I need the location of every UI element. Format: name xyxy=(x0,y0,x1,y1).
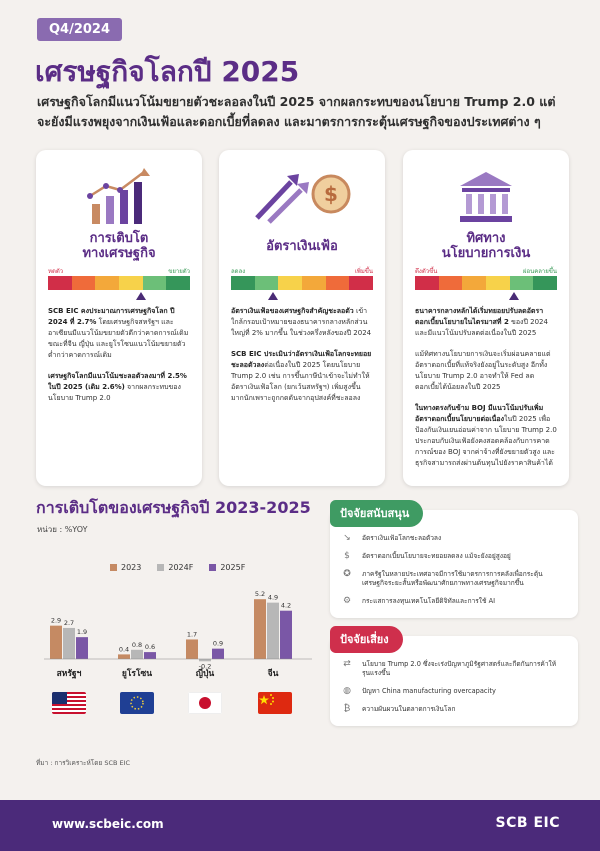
svg-text:$: $ xyxy=(324,182,338,206)
financial-risk-icon: ₿ xyxy=(343,704,351,714)
inflation-scale xyxy=(231,276,373,290)
bar xyxy=(76,637,88,659)
support-item xyxy=(340,552,568,561)
growth-card xyxy=(36,150,202,486)
monetary-scale xyxy=(415,276,557,290)
legend-item xyxy=(110,563,141,572)
chart-source: ที่มา : การวิเคราะห์โดย SCB EIC xyxy=(36,759,131,767)
support-item xyxy=(340,597,568,606)
support-item-text: อัตราดอกเบี้ยนโยบายจะทยอยลดลง แม้จะยังอยู่สูงอยู่ xyxy=(362,552,511,560)
inflation-down-icon: ↘ xyxy=(343,533,351,543)
legend-swatch xyxy=(209,564,216,571)
monetary-card-text: ธนาคารกลางหลักได้เริ่มทยอยปรับลดอัตราดอกเบี้ยนโยบายในไตรมาสที่ 2 ของปี 2024 และมีแนวโน้มปรับลดต่อเนื่องในปี 2025 แม้ทิศทางนโยบายการเงินจะเริ่มผ่อนคลายแต่อัตราดอกเบี้ยที่แท้จริงยังอยู่ในระดับสูง อีกทั้งนโยบาย Trump 2.0 อาจทำให้ Fed ลดดอกเบี้ยได้น้อยลงในปี 2025 ในทางตรงกันข้าม BOJ มีแนวโน้มปรับเพิ่มอัตราดอกเบี้ยนโยบายต่อเนื่องในปี 2025 เพื่อป้องกันเงินเยนอ่อนค่าจาก นโยบาย Trump 2.0 ประกอบกับเงินเฟ้อยังคงสอดคล้องกับการคาดการณ์ของ BOJ จากค่าจ้างที่ยังขยายตัวสูง และธุรกิจสามารถส่งผ่านต้นทุนไปยังราคาสินค้าได้ xyxy=(415,307,557,467)
legend-swatch xyxy=(110,564,117,571)
category-label: สหรัฐฯ xyxy=(56,669,82,679)
bar-value-label: 1.7 xyxy=(186,630,198,639)
monetary-policy-card xyxy=(403,150,569,486)
bar-value-label: 1.9 xyxy=(76,628,88,637)
risk-item xyxy=(340,687,568,696)
inflation-card-title: อัตราเงินเฟ้อ xyxy=(266,238,338,254)
bar xyxy=(63,628,75,659)
bar xyxy=(280,611,292,659)
bar-value-label: 2.9 xyxy=(50,616,62,625)
growth-scale-pointer xyxy=(136,292,146,300)
legend-swatch xyxy=(157,564,164,571)
bar xyxy=(118,654,130,659)
inflation-card-text: อัตราเงินเฟ้อของเศรษฐกิจสำคัญชะลอตัว เข้าใกล้กรอบเป้าหมายของธนาคารกลางหลักส่วนใหญ่ที่ 2% มากขึ้น ในช่วงครึ่งหลังของปี 2024 SCB EIC ประเมินว่าอัตราเงินเฟ้อโลกจะทยอยชะลอตัวลงต่อเนื่องในปี 2025 โดยนโยบาย Trump 2.0 เช่น การขึ้นภาษีนำเข้าจะไม่ทำให้อัตราเงินเฟ้อโลก (ยกเว้นสหรัฐฯ) เพิ่มสูงขึ้นมากนักเพราะถูกกดดันจากอุปสงค์ที่ชะลอลง xyxy=(231,307,372,402)
support-item xyxy=(340,534,568,543)
bar-value-label: -0.2 xyxy=(198,662,212,671)
legend-label: 2023 xyxy=(121,563,142,572)
japan-flag-icon xyxy=(188,692,222,714)
stimulus-icon: ✪ xyxy=(343,569,351,579)
scb-eic-logo: SCB EIC xyxy=(495,815,560,831)
inflation-card xyxy=(219,150,385,486)
tech-investment-icon: ⚙ xyxy=(342,596,352,606)
growth-chart-icon xyxy=(48,166,190,226)
legend-label: 2024F xyxy=(168,563,194,572)
bar xyxy=(144,652,156,659)
footer xyxy=(0,800,600,851)
interest-rate-icon: $ xyxy=(344,551,350,561)
website-link[interactable]: www.scbeic.com xyxy=(52,817,164,831)
page-title: เศรษฐกิจโลกปี 2025 xyxy=(35,55,300,88)
monetary-scale-pointer xyxy=(509,292,519,300)
bar xyxy=(186,639,198,659)
risk-item-text: ปัญหา China manufacturing overcapacity xyxy=(362,687,496,695)
inflation-scale-labels: ลดลง เพิ่มขึ้น xyxy=(231,268,373,275)
bar-value-label: 0.4 xyxy=(118,645,130,654)
risk-item-text: ความผันผวนในตลาดการเงินโลก xyxy=(362,705,456,713)
legend-item xyxy=(209,563,245,572)
category-label: ยูโรโซน xyxy=(121,669,153,679)
chart-title: การเติบโตของเศรษฐกิจปี 2023-2025 xyxy=(36,498,311,517)
support-item-text: อัตราเงินเฟ้อโลกชะลอตัวลง xyxy=(362,534,442,542)
bar-value-label: 5.2 xyxy=(254,590,266,599)
support-item xyxy=(340,570,568,588)
risk-item-text: นโยบาย Trump 2.0 ซึ่งจะเร่งปัญหาภูมิรัฐศาสตร์และกีดกันการค้าให้รุนแรงขึ้น xyxy=(362,660,557,677)
china-flag-icon xyxy=(258,692,292,714)
category-label: จีน xyxy=(267,669,279,679)
risk-factors-panel xyxy=(330,633,578,726)
bar xyxy=(199,659,211,661)
bar-value-label: 4.9 xyxy=(267,593,279,602)
inflation-icon xyxy=(231,166,373,226)
risk-factors-heading: ปัจจัยเสี่ยง xyxy=(330,626,403,653)
bar xyxy=(267,603,279,659)
growth-card-text: SCB EIC คงประมาณการเศรษฐกิจโลก ปี 2024 ที่ 2.7% โดยเศรษฐกิจสหรัฐฯ และอาเซียนมีแนวโน้มขยายตัวดีกว่าคาดการณ์เดิม ขณะที่จีน ญี่ปุ่น และยูโรโซนแนวโน้มขยายตัวต่ำกว่าคาดการณ์เดิม เศรษฐกิจโลกมีแนวโน้มชะลอตัวลงมาที่ 2.5% ในปี 2025 (เดิม 2.6%) จากผลกระทบของนโยบาย Trump 2.0 xyxy=(48,307,189,402)
page-subtitle: เศรษฐกิจโลกมีแนวโน้มขยายตัวชะลอลงในปี 2025 จากผลกระทบของนโยบาย Trump 2.0 แต่จะยังมีแรงพยุงจากเงินเฟ้อและดอกเบี้ยที่ลดลง และมาตรการกระตุ้นเศรษฐกิจของประเทศต่าง ๆ xyxy=(37,94,556,129)
support-item-text: กระแสการลงทุนเทคโนโลยีดิจิทัลและการใช้ AI xyxy=(362,597,496,605)
category-label: ญี่ปุ่น xyxy=(195,669,215,679)
trade-policy-icon: ⇄ xyxy=(343,659,351,669)
us-flag-icon xyxy=(52,692,86,714)
eu-flag-icon xyxy=(120,692,154,714)
bank-icon xyxy=(415,166,557,226)
growth-scale-labels: หดตัว ขยายตัว xyxy=(48,268,190,275)
china-overcapacity-icon: ◍ xyxy=(343,686,351,696)
bar xyxy=(131,650,143,659)
monetary-scale-labels: ตึงตัวขึ้น ผ่อนคลายขึ้น xyxy=(415,268,557,275)
monetary-policy-card-title: ทิศทาง นโยบายการเงิน xyxy=(441,231,531,261)
support-factors-panel xyxy=(330,507,578,618)
growth-scale xyxy=(48,276,190,290)
bar-value-label: 0.8 xyxy=(131,640,143,649)
support-factors-heading: ปัจจัยสนับสนุน xyxy=(330,500,423,527)
support-item-text: ภาครัฐในหลายประเทศอาจมีการใช้มาตรการการคลังเพื่อกระตุ้นเศรษฐกิจระยะสั้นหรือพัฒนาศักยภาพทางเศรษฐกิจมากขึ้น xyxy=(362,570,543,587)
quarter-badge: Q4/2024 xyxy=(37,18,122,41)
chart-unit: หน่วย : %YOY xyxy=(37,525,88,534)
legend-item xyxy=(157,563,193,572)
chart-legend xyxy=(110,563,245,572)
gdp-growth-chart xyxy=(30,580,320,680)
bar xyxy=(212,649,224,659)
inflation-scale-pointer xyxy=(268,292,278,300)
risk-item xyxy=(340,705,568,714)
bar-value-label: 2.7 xyxy=(63,618,75,627)
bar-value-label: 0.6 xyxy=(144,643,156,652)
bar xyxy=(254,599,266,659)
growth-card-title: การเติบโต ทางเศรษฐกิจ xyxy=(82,231,156,261)
bar-value-label: 0.9 xyxy=(212,639,224,648)
bar xyxy=(50,626,62,659)
legend-label: 2025F xyxy=(220,563,246,572)
risk-item xyxy=(340,660,568,678)
bar-value-label: 4.2 xyxy=(280,601,292,610)
